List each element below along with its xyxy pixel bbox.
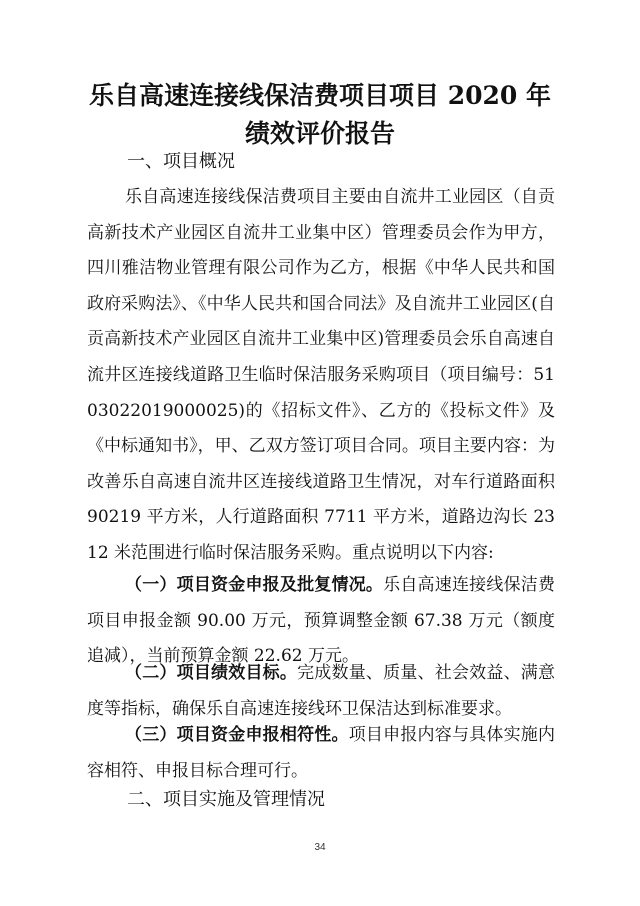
section-2-heading: 二、项目实施及管理情况 <box>127 789 325 810</box>
item-1-text: 乐自高速连接线保洁费项目申报金额 90.00 万元，预算调整金额 67.38 万元（额度追减），当前预算金额 22.62 万元。 <box>87 575 555 667</box>
item-2-text: 完成数量、质量、社会效益、满意度等指标，确保乐自高速连接线环卫保洁达到标准要求。 <box>87 663 556 719</box>
item-2-paragraph <box>87 656 555 727</box>
item-3-text: 项目申报内容与具体实施内容相符、申报目标合理可行。 <box>87 725 556 781</box>
report-title-line-1: 乐自高速连接线保洁费项目项目 2020 年 <box>89 81 551 110</box>
page-number: 34 <box>314 842 326 853</box>
item-1-lead: （一）项目资金申报及批复情况。 <box>125 575 384 595</box>
section-1-heading: 一、项目概况 <box>127 151 235 172</box>
item-3-paragraph <box>87 718 555 789</box>
item-2-lead: （二）项目绩效目标。 <box>125 663 298 683</box>
report-title-line-2: 绩效评价报告 <box>244 119 395 148</box>
item-3-lead: （三）项目资金申报相符性。 <box>125 725 349 745</box>
section-1-paragraph: 乐自高速连接线保洁费项目主要由自流井工业园区（自贡高新技术产业园区自流井工业集中区）管理委员会作为甲方，四川雅洁物业管理有限公司作为乙方，根据《中华人民共和国政府采购法》、《中华人民共和国合同法》及自流井工业园区(自贡高新技术产业园区自流井工业集中区)管理委员会乐自高速自流井区连接线道路卫生临时保洁服务采购项目（项目编号：5103022019000025)的《招标文件》、乙方的《投标文件》及《中标通知书》，甲、乙双方签订项目合同。项目主要内容：为改善乐自高速自流井区连接线道路卫生情况，对车行道路面积 90219 平方米，人行道路面积 7711 平方米，道路边沟长 2312 米范围进行临时保洁服务采购。重点说明以下内容: <box>87 187 555 563</box>
